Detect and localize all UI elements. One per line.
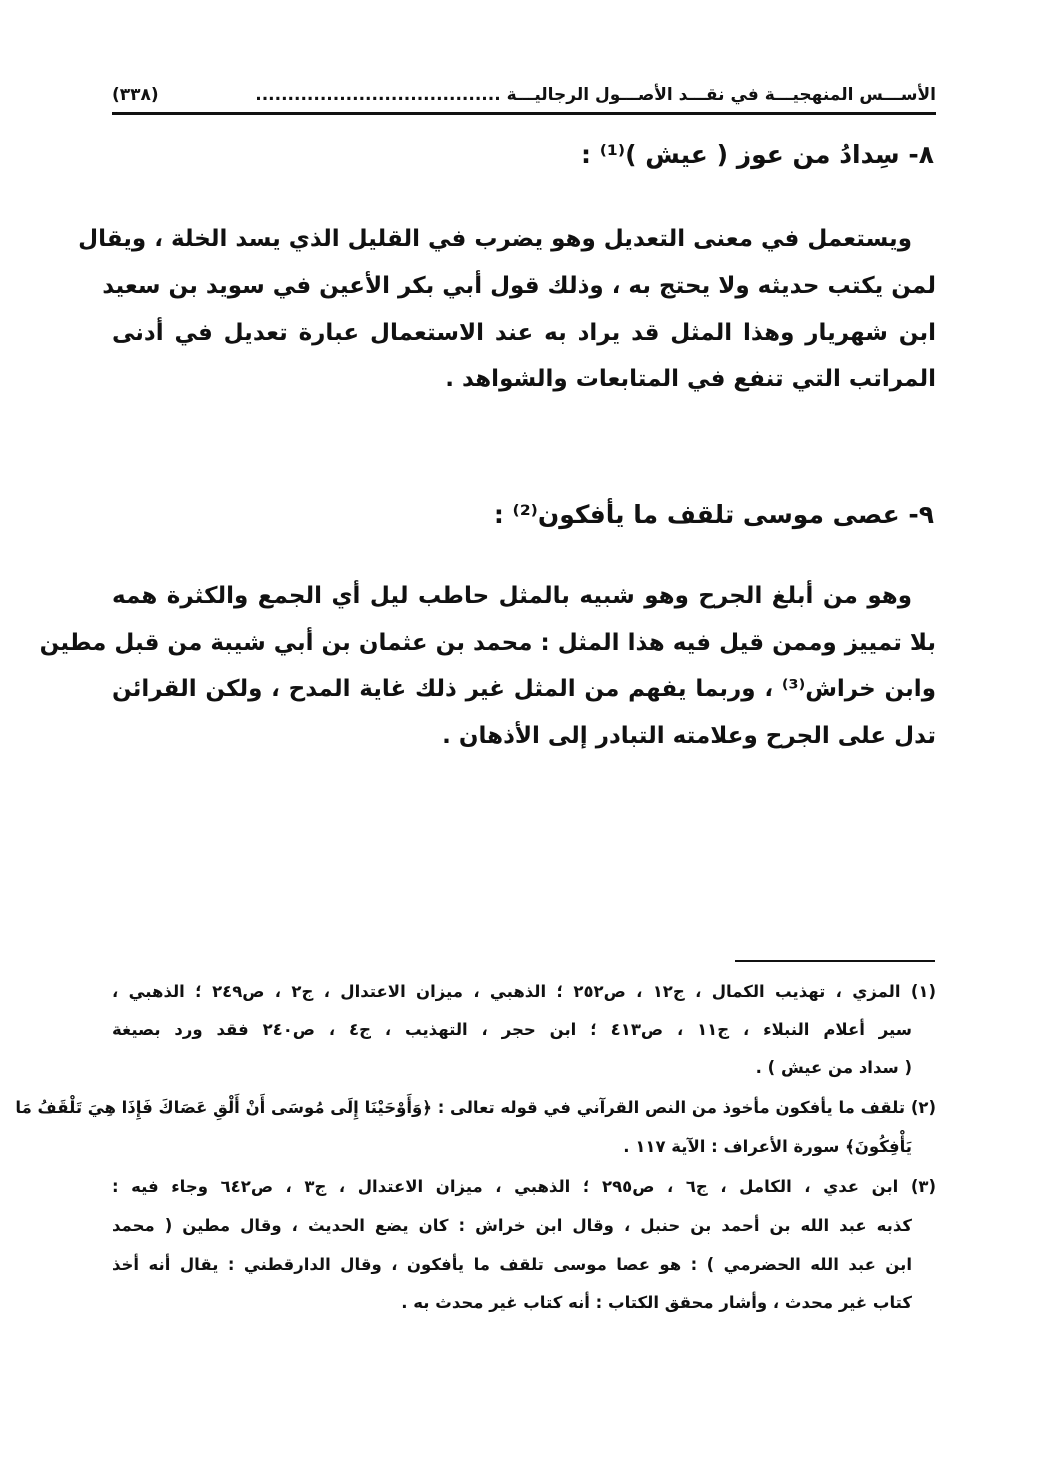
running-title: الأســـس المنهجيـــة في نقـــد الأصـــول الرجاليـــة ...................................... <box>255 85 936 105</box>
paragraph-line: لمن يكتب حديثه ولا يحتج به ، وذلك قول أبي بكر الأعين في سويد بن سعيد <box>102 273 936 299</box>
footnote-rule <box>735 960 935 962</box>
paragraph-line: ويستعمل في معنى التعديل وهو يضرب في القليل الذي يسد الخلة ، ويقال <box>78 226 912 252</box>
paragraph-line: بلا تمييز وممن قيل فيه هذا المثل : محمد بن عثمان بن أبي شيبة من قبل مطين <box>39 630 936 656</box>
running-header <box>112 80 936 110</box>
paragraph-line: المراتب التي تنفع في المتابعات والشواهد . <box>445 366 936 392</box>
footnote-3-line: (٣) ابن عدي ، الكامل ، ج٦ ، ص٢٩٥ ؛ الذهبي ، ميزان الاعتدال ، ج٣ ، ص٦٤٢ وجاء فيه : <box>112 1177 937 1196</box>
section-heading-8: ٨- سِدادُ من عوز ( عيش )⁽¹⁾ : <box>581 140 934 169</box>
footnote-3-line: ابن عبد الله الحضرمي ) : هو عصا موسى تلقف ما يأفكون ، وقال الدارقطني : يقال أنه أخذ <box>112 1255 912 1274</box>
footnote-2-line: (٢) تلقف ما يأفكون مأخوذ من النص القرآني في قوله تعالى : ﴿وَأَوْحَيْنَا إِلَى مُوسَى أَنْ أَلْقِ عَصَاكَ فَإِذَا هِيَ تَلْقَفُ مَا <box>15 1098 936 1117</box>
paragraph-line: وابن خراش⁽³⁾ ، وربما يفهم من المثل غير ذلك غاية المدح ، ولكن القرائن <box>112 676 936 702</box>
footnote-1-line: (١) المزي ، تهذيب الكمال ، ج١٢ ، ص٢٥٢ ؛ الذهبي ، ميزان الاعتدال ، ج٢ ، ص٢٤٩ ؛ الذهبي ، <box>112 982 936 1001</box>
page-number: (٣٣٨) <box>112 85 159 105</box>
footnote-2-line: يَأْفِكُونَ﴾ سورة الأعراف : الآية ١١٧ . <box>623 1137 912 1156</box>
footnote-3-line: كذبه عبد الله بن أحمد بن حنبل ، وقال ابن خراش : كان يضع الحديث ، وقال مطين ( محمد <box>112 1216 912 1235</box>
paragraph-line: وهو من أبلغ الجرح وهو شبيه بالمثل حاطب ليل أي الجمع والكثرة همه <box>112 583 912 609</box>
footnote-3-line: كتاب غير محدث ، وأشار محقق الكتاب : أنه كتاب غير محدث به . <box>401 1293 912 1312</box>
section-heading-9: ٩- عصى موسى تلقف ما يأفكون⁽²⁾ : <box>493 500 934 529</box>
paragraph-line: ابن شهريار وهذا المثل قد يراد به عند الاستعمال عبارة تعديل في أدنى <box>112 320 936 346</box>
footnote-1-line: سير أعلام النبلاء ، ج١١ ، ص٤١٣ ؛ ابن حجر ، التهذيب ، ج٤ ، ص٢٤٠ فقد ورد بصيغة <box>112 1020 912 1039</box>
header-rule <box>112 112 936 115</box>
footnote-1-line: ( سداد من عيش ) . <box>755 1058 912 1077</box>
paragraph-line: تدل على الجرح وعلامته التبادر إلى الأذهان . <box>442 723 936 749</box>
